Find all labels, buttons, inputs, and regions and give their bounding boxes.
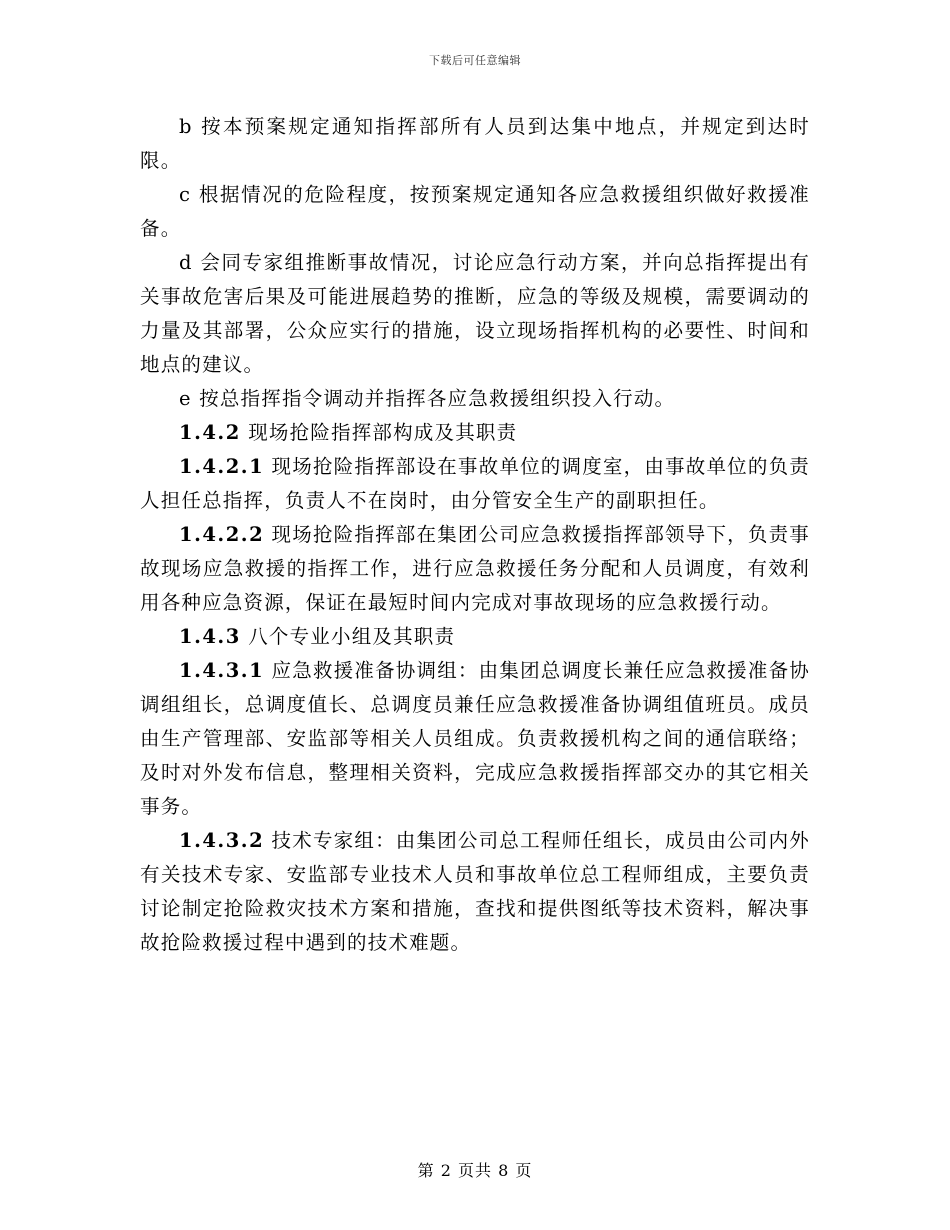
paragraph-d: d 会同专家组推断事故情况，讨论应急行动方案，并向总指挥提出有关事故危害后果及可能进展趋势的推断，应急的等级及规模，需要调动的力量及其部署，公众应实行的措施，设立现场指挥机构的必要性、时间和地点的建议。 bbox=[140, 251, 810, 376]
page-footer: 第 2 页共 8 页 bbox=[417, 1161, 533, 1180]
document-body bbox=[140, 110, 810, 960]
paragraph-c: c 根据情况的危险程度，按预案规定通知各应急救援组织做好救援准备。 bbox=[140, 183, 810, 240]
paragraph-e: e 按总指挥指令调动并指挥各应急救援组织投入行动。 bbox=[179, 387, 676, 410]
page-header: 下载后可任意编辑 bbox=[429, 54, 521, 67]
section-number: 1.4.2 bbox=[179, 421, 241, 444]
section-heading-1-4-2: 1.4.2 现场抢险指挥部构成及其职责 bbox=[179, 421, 518, 444]
clause-1-4-3-1: 1.4.3.1 应急救援准备协调组：由集团总调度长兼任应急救援准备协调组组长，总调度值长、总调度员兼任应急救援准备协调组值班员。成员由生产管理部、安监部等相关人员组成。负责救援机构之间的通信联络；及时对外发布信息，整理相关资料，完成应急救援指挥部交办的其它相关事务。 bbox=[140, 659, 810, 818]
clause-1-4-2-2: 1.4.2.2 现场抢险指挥部在集团公司应急救援指挥部领导下，负责事故现场应急救援的指挥工作，进行应急救援任务分配和人员调度，有效利用各种应急资源，保证在最短时间内完成对事故现场的应急救援行动。 bbox=[140, 523, 810, 614]
paragraph-b: b 按本预案规定通知指挥部所有人员到达集中地点，并规定到达时限。 bbox=[140, 115, 810, 172]
section-number: 1.4.3.2 bbox=[179, 829, 265, 852]
section-number: 1.4.2.1 bbox=[179, 455, 265, 478]
section-number: 1.4.2.2 bbox=[179, 523, 265, 546]
clause-1-4-2-1: 1.4.2.1 现场抢险指挥部设在事故单位的调度室，由事故单位的负责人担任总指挥，负责人不在岗时，由分管安全生产的副职担任。 bbox=[140, 455, 810, 512]
section-number: 1.4.3 bbox=[179, 625, 241, 648]
section-number: 1.4.3.1 bbox=[179, 659, 265, 682]
section-heading-1-4-3: 1.4.3 八个专业小组及其职责 bbox=[179, 625, 456, 648]
clause-1-4-3-2: 1.4.3.2 技术专家组：由集团公司总工程师任组长，成员由公司内外有关技术专家、安监部专业技术人员和事故单位总工程师组成，主要负责讨论制定抢险救灾技术方案和措施，查找和提供图纸等技术资料，解决事故抢险救援过程中遇到的技术难题。 bbox=[140, 829, 810, 954]
